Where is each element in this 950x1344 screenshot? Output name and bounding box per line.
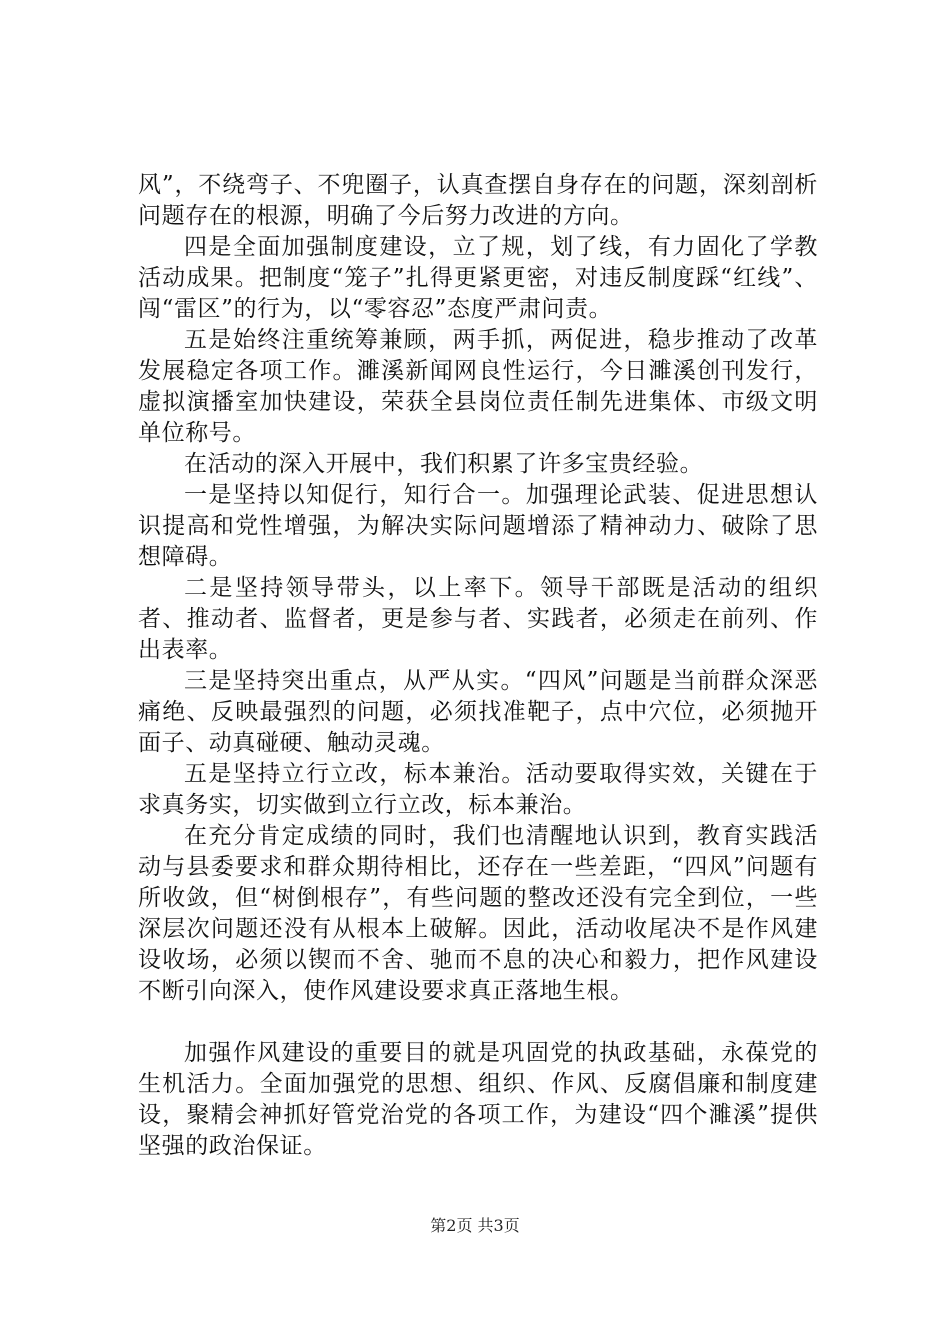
paragraph-experience-intro: 在活动的深入开展中，我们积累了许多宝贵经验。	[184, 451, 704, 477]
paragraph-experience-five: 五是坚持立行立改，标本兼治。活动要取得实效，关键在于求真务实，切实做到立行立改，标本兼治。	[138, 761, 818, 818]
paragraph-shortcomings: 在充分肯定成绩的同时，我们也清醒地认识到，教育实践活动与县委要求和群众期待相比，还存在一些差距，“四风”问题有所收敛，但“树倒根存”，有些问题的整改还没有完全到位，一些深层次问题还没有从根本上破解。因此，活动收尾决不是作风建设收场，必须以锲而不舍、驰而不息的决心和毅力，把作风建设不断引向深入，使作风建设要求真正落地生根。	[138, 823, 818, 1004]
document-body	[138, 170, 818, 1162]
paragraph-point-four: 四是全面加强制度建设，立了规，划了线，有力固化了学教活动成果。把制度“笼子”扎得更紧更密，对违反制度踩“红线”、闯“雷区”的行为，以“零容忍”态度严肃问责。	[138, 234, 818, 322]
paragraph-point-five: 五是始终注重统筹兼顾，两手抓，两促进，稳步推动了改革发展稳定各项工作。濉溪新闻网良性运行，今日濉溪创刊发行，虚拟演播室加快建设，荣获全县岗位责任制先进集体、市级文明单位称号。	[138, 327, 818, 446]
paragraph-experience-one: 一是坚持以知促行，知行合一。加强理论武装、促进思想认识提高和党性增强，为解决实际问题增添了精神动力、破除了思想障碍。	[138, 482, 818, 570]
paragraph-spacer	[138, 1007, 818, 1038]
paragraph-experience-three: 三是坚持突出重点，从严从实。“四风”问题是当前群众深恶痛绝、反映最强烈的问题，必须找准靶子，点中穴位，必须抛开面子、动真碰硬、触动灵魂。	[138, 668, 818, 756]
paragraph-experience-two: 二是坚持领导带头，以上率下。领导干部既是活动的组织者、推动者、监督者，更是参与者、实践者，必须走在前列、作出表率。	[138, 575, 818, 663]
page-number: 第2页 共3页	[430, 1216, 520, 1235]
paragraph-conclusion: 加强作风建设的重要目的就是巩固党的执政基础，永葆党的生机活力。全面加强党的思想、组织、作风、反腐倡廉和制度建设，聚精会神抓好管党治党的各项工作，为建设“四个濉溪”提供坚强的政治保证。	[138, 1040, 818, 1159]
paragraph-continuation: 风”，不绕弯子、不兜圈子，认真查摆自身存在的问题，深刻剖析问题存在的根源，明确了今后努力改进的方向。	[138, 172, 818, 229]
